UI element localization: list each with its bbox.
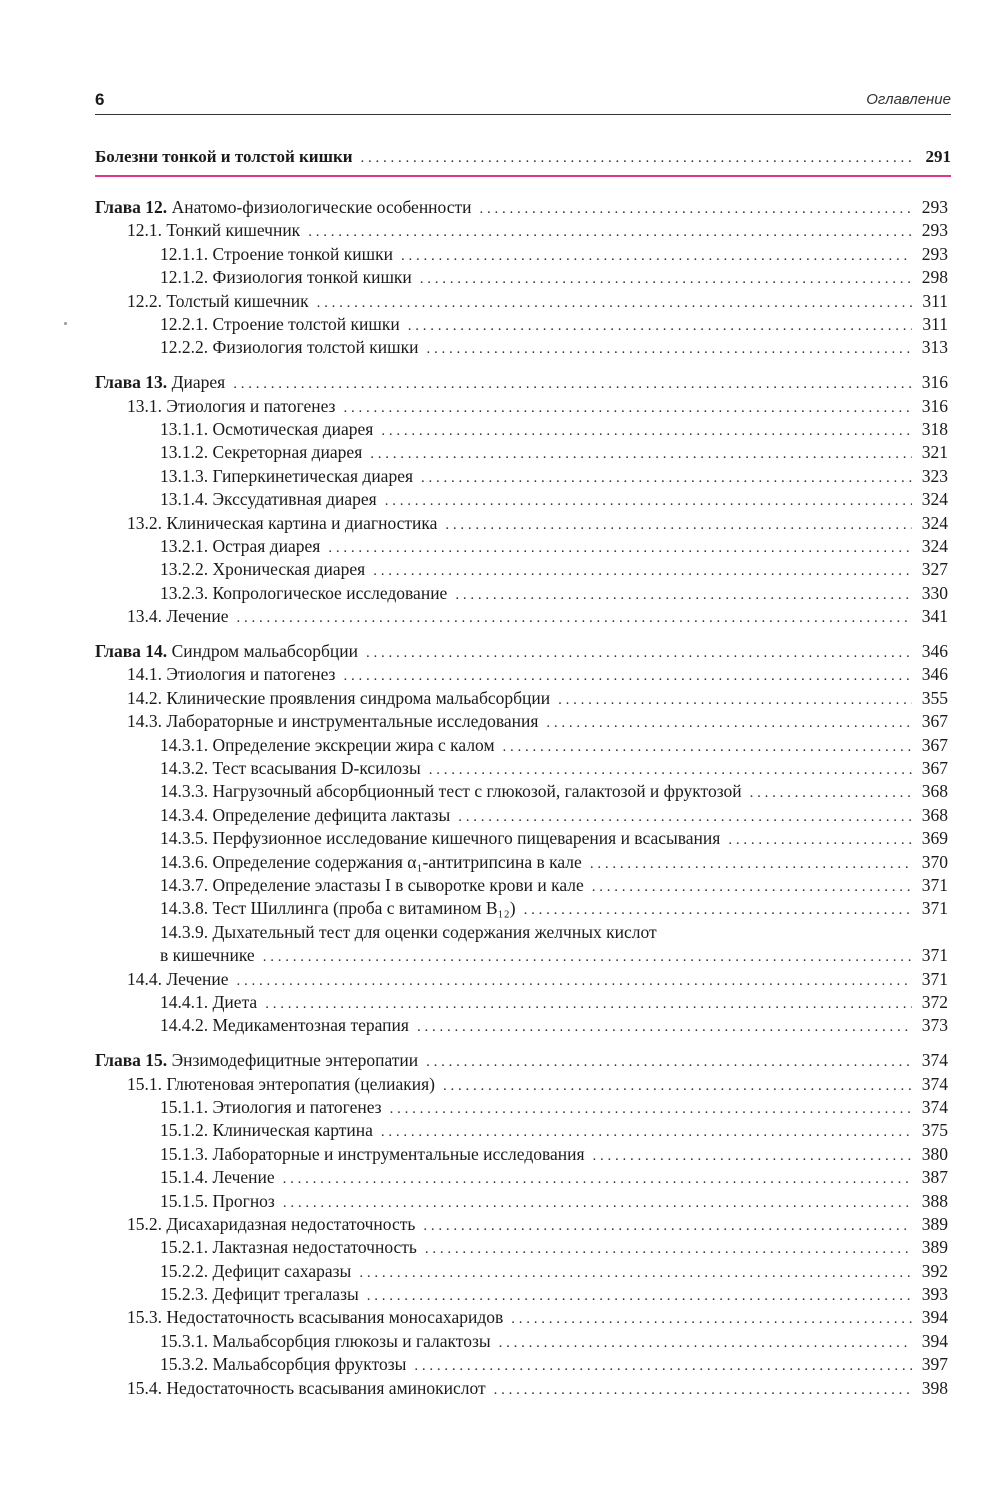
dot-leader bbox=[263, 946, 912, 969]
toc-section-entry[interactable] bbox=[95, 605, 948, 628]
entry-page: 371 bbox=[921, 898, 948, 919]
toc-section-entry[interactable] bbox=[95, 687, 948, 710]
chapter-label: Глава 12. bbox=[95, 197, 168, 217]
dot-leader bbox=[385, 490, 912, 513]
entry-page: 372 bbox=[921, 991, 948, 1012]
entry-page: 368 bbox=[921, 804, 948, 825]
entry-page: 374 bbox=[921, 1096, 948, 1117]
chapter-page: 346 bbox=[921, 641, 948, 662]
table-of-contents bbox=[95, 196, 948, 1412]
dot-leader bbox=[445, 514, 912, 537]
entry-page: 311 bbox=[922, 313, 948, 334]
entry-title: 14.4. Лечение bbox=[127, 968, 229, 989]
entry-page: 370 bbox=[921, 851, 948, 872]
chapter-block bbox=[95, 371, 948, 628]
toc-subsection-entry[interactable] bbox=[95, 1014, 948, 1037]
entry-title: 15.3.1. Мальабсорбция глюкозы и галактозы bbox=[160, 1330, 491, 1351]
chapter-name: Диарея bbox=[167, 372, 226, 393]
entry-page: 298 bbox=[921, 267, 948, 288]
entry-page: 371 bbox=[921, 945, 948, 966]
page-number: 6 bbox=[95, 90, 105, 109]
dot-leader bbox=[366, 642, 912, 665]
entry-page: 374 bbox=[921, 1073, 948, 1094]
entry-title: 13.1. Этиология и патогенез bbox=[127, 395, 336, 416]
dot-leader bbox=[429, 759, 912, 782]
entry-page: 392 bbox=[921, 1260, 948, 1281]
toc-subsection-entry[interactable] bbox=[95, 313, 948, 336]
toc-subsection-entry[interactable] bbox=[95, 336, 948, 359]
entry-page: 346 bbox=[921, 664, 948, 685]
toc-subsection-entry[interactable] bbox=[95, 757, 948, 780]
entry-title: 15.2. Дисахаридазная недостаточность bbox=[127, 1213, 416, 1234]
entry-title: 15.3.2. Мальабсорбция фруктозы bbox=[160, 1354, 407, 1375]
dot-leader bbox=[592, 876, 912, 899]
entry-title: 14.3.5. Перфузионное исследование кишечного пищеварения и всасывания bbox=[160, 828, 721, 849]
entry-page: 389 bbox=[921, 1213, 948, 1234]
entry-title: 14.3.7. Определение эластазы I в сыворотке крови и кале bbox=[160, 874, 584, 895]
entry-title: 12.1.1. Строение тонкой кишки bbox=[160, 243, 394, 264]
dot-leader bbox=[494, 1379, 912, 1402]
entry-page: 293 bbox=[921, 243, 948, 264]
dot-leader bbox=[728, 829, 912, 852]
entry-title: 15.1.4. Лечение bbox=[160, 1167, 275, 1188]
toc-subsection-entry[interactable] bbox=[95, 558, 948, 581]
dot-leader bbox=[558, 689, 912, 712]
dot-leader bbox=[390, 1098, 912, 1121]
toc-subsection-entry[interactable] bbox=[95, 1143, 948, 1166]
toc-subsection-entry[interactable] bbox=[95, 243, 948, 266]
entry-page: 393 bbox=[921, 1284, 948, 1305]
chapter-block bbox=[95, 640, 948, 1038]
entry-page: 388 bbox=[921, 1190, 948, 1211]
toc-subsection-entry[interactable] bbox=[95, 266, 948, 289]
chapter-page: 316 bbox=[921, 372, 948, 393]
toc-subsection-entry[interactable] bbox=[95, 418, 948, 441]
entry-title: 12.2. Толстый кишечник bbox=[127, 290, 309, 311]
entry-page: 394 bbox=[921, 1330, 948, 1351]
entry-title: 14.3.9. Дыхательный тест для оценки содержания желчных кислот bbox=[160, 921, 657, 942]
entry-title: 15.2.3. Дефицит трегалазы bbox=[160, 1284, 359, 1305]
toc-section-entry[interactable] bbox=[95, 710, 948, 733]
entry-title: в кишечнике bbox=[160, 945, 255, 966]
entry-title: 12.2.1. Строение толстой кишки bbox=[160, 313, 400, 334]
toc-section-entry[interactable] bbox=[95, 1073, 948, 1096]
entry-page: 324 bbox=[921, 535, 948, 556]
dot-leader bbox=[370, 443, 912, 466]
entry-page: 321 bbox=[921, 442, 948, 463]
entry-page: 397 bbox=[921, 1354, 948, 1375]
dot-leader bbox=[750, 782, 912, 805]
toc-section-entry[interactable] bbox=[95, 219, 948, 242]
dot-leader bbox=[367, 1285, 912, 1308]
entry-page: 316 bbox=[921, 395, 948, 416]
entry-title: 15.1. Глютеновая энтеропатия (целиакия) bbox=[127, 1073, 435, 1094]
chapter-entry[interactable] bbox=[95, 371, 948, 394]
toc-section-entry[interactable] bbox=[95, 663, 948, 686]
entry-page: 324 bbox=[921, 489, 948, 510]
entry-page: 368 bbox=[921, 781, 948, 802]
entry-title: 15.1.2. Клиническая картина bbox=[160, 1120, 373, 1141]
entry-title: 15.1.1. Этиология и патогенез bbox=[160, 1096, 382, 1117]
entry-title: 15.1.3. Лабораторные и инструментальные исследования bbox=[160, 1143, 585, 1164]
margin-speck bbox=[64, 322, 67, 325]
dot-leader bbox=[283, 1192, 912, 1215]
entry-title: 12.1. Тонкий кишечник bbox=[127, 220, 301, 241]
entry-page: 373 bbox=[921, 1015, 948, 1036]
entry-title: 15.2.1. Лактазная недостаточность bbox=[160, 1237, 417, 1258]
entry-title: 13.2. Клиническая картина и диагностика bbox=[127, 512, 438, 533]
dot-leader bbox=[373, 560, 912, 583]
entry-page: 355 bbox=[921, 687, 948, 708]
dot-leader bbox=[401, 245, 912, 268]
dot-leader bbox=[426, 1051, 912, 1074]
entry-title: 14.3.4. Определение дефицита лактазы bbox=[160, 804, 451, 825]
toc-subsection-entry[interactable] bbox=[95, 1236, 948, 1259]
dot-leader bbox=[524, 899, 912, 922]
dot-leader bbox=[420, 268, 912, 291]
entry-title: 13.2.2. Хроническая диарея bbox=[160, 559, 366, 580]
dot-leader bbox=[343, 665, 912, 688]
entry-title: 14.3.6. Определение содержания α₁-антитрипсина в кале bbox=[160, 851, 582, 872]
dot-leader bbox=[328, 537, 912, 560]
chapter-entry[interactable] bbox=[95, 196, 948, 219]
dot-leader bbox=[414, 1355, 912, 1378]
entry-title: 13.1.3. Гиперкинетическая диарея bbox=[160, 465, 414, 486]
toc-subsection-entry[interactable] bbox=[95, 804, 948, 827]
toc-subsection-entry[interactable] bbox=[95, 827, 948, 850]
chapter-title bbox=[95, 371, 225, 394]
entry-title: 14.2. Клинические проявления синдрома мальабсорбции bbox=[127, 687, 551, 708]
entry-page: 367 bbox=[921, 757, 948, 778]
entry-page: 311 bbox=[922, 290, 948, 311]
entry-title: 14.3.2. Тест всасывания D-ксилозы bbox=[160, 757, 421, 778]
toc-section-entry[interactable] bbox=[95, 968, 948, 991]
chapter-label: Глава 15. bbox=[95, 1050, 168, 1071]
chapter-title bbox=[95, 640, 358, 663]
dot-leader bbox=[421, 467, 912, 490]
dot-leader bbox=[343, 397, 912, 420]
entry-title: 14.3.8. Тест Шиллинга (проба с витамином B₁₂) bbox=[160, 898, 516, 919]
dot-leader bbox=[499, 1332, 912, 1355]
section-title: Болезни тонкой и толстой кишки bbox=[95, 147, 353, 166]
chapter-block bbox=[95, 196, 948, 360]
dot-leader bbox=[361, 147, 915, 170]
section-heading bbox=[95, 145, 951, 177]
toc-section-entry[interactable] bbox=[95, 395, 948, 418]
toc-subsection-entry[interactable] bbox=[95, 441, 948, 464]
page-header bbox=[95, 88, 951, 115]
entry-page: 389 bbox=[921, 1237, 948, 1258]
dot-leader bbox=[308, 221, 912, 244]
dot-leader bbox=[503, 736, 912, 759]
dot-leader bbox=[283, 1168, 912, 1191]
toc-subsection-entry[interactable] bbox=[95, 944, 948, 967]
chapter-name: Синдром мальабсорбции bbox=[167, 641, 359, 662]
running-title: Оглавление bbox=[866, 91, 951, 108]
toc-subsection-entry[interactable] bbox=[95, 488, 948, 511]
entry-page: 330 bbox=[921, 582, 948, 603]
dot-leader bbox=[425, 1238, 912, 1261]
entry-page: 375 bbox=[921, 1120, 948, 1141]
chapter-page: 293 bbox=[921, 197, 948, 217]
entry-title: 15.3. Недостаточность всасывания моносахаридов bbox=[127, 1307, 504, 1328]
entry-page: 367 bbox=[921, 711, 948, 732]
dot-leader bbox=[480, 198, 912, 221]
chapter-page: 374 bbox=[921, 1050, 948, 1071]
toc-section-entry[interactable] bbox=[95, 512, 948, 535]
entry-title: 14.3. Лабораторные и инструментальные исследования bbox=[127, 711, 539, 732]
entry-page: 327 bbox=[921, 559, 948, 580]
dot-leader bbox=[455, 584, 912, 607]
dot-leader bbox=[427, 338, 913, 361]
dot-leader bbox=[423, 1215, 912, 1238]
entry-page: 318 bbox=[921, 419, 948, 440]
dot-leader bbox=[233, 373, 912, 396]
entry-title: 13.2.1. Острая диарея bbox=[160, 535, 321, 556]
entry-title: 13.2.3. Копрологическое исследование bbox=[160, 582, 448, 603]
dot-leader bbox=[317, 292, 912, 315]
section-page: 291 bbox=[925, 147, 951, 166]
toc-subsection-entry[interactable] bbox=[95, 780, 948, 803]
entry-title: 14.4.1. Диета bbox=[160, 991, 258, 1012]
toc-subsection-entry[interactable] bbox=[95, 1283, 948, 1306]
toc-subsection-entry[interactable] bbox=[95, 1190, 948, 1213]
entry-title: 14.4.2. Медикаментозная терапия bbox=[160, 1015, 409, 1036]
entry-page: 367 bbox=[921, 734, 948, 755]
dot-leader bbox=[237, 970, 912, 993]
entry-title: 14.3.1. Определение экскреции жира с калом bbox=[160, 734, 495, 755]
entry-page: 313 bbox=[921, 337, 948, 358]
toc-subsection-entry[interactable] bbox=[95, 851, 948, 874]
toc-subsection-entry[interactable] bbox=[95, 897, 948, 920]
toc-subsection-entry[interactable] bbox=[95, 1353, 948, 1376]
entry-title: 13.4. Лечение bbox=[127, 606, 229, 627]
chapter-title bbox=[95, 1049, 418, 1072]
dot-leader bbox=[590, 853, 912, 876]
dot-leader bbox=[265, 993, 912, 1016]
entry-title: 13.1.2. Секреторная диарея bbox=[160, 442, 363, 463]
toc-subsection-entry[interactable] bbox=[95, 874, 948, 897]
entry-title: 15.2.2. Дефицит сахаразы bbox=[160, 1260, 352, 1281]
dot-leader bbox=[359, 1262, 912, 1285]
toc-section-entry[interactable] bbox=[95, 1377, 948, 1400]
entry-page: 371 bbox=[921, 874, 948, 895]
toc-subsection-entry[interactable] bbox=[95, 1166, 948, 1189]
toc-subsection-entry[interactable] bbox=[95, 1096, 948, 1119]
toc-subsection-entry[interactable] bbox=[95, 734, 948, 757]
chapter-name: Энзимодефицитные энтеропатии bbox=[167, 1050, 419, 1071]
toc-subsection-entry[interactable] bbox=[95, 465, 948, 488]
entry-page: 394 bbox=[921, 1307, 948, 1328]
entry-page: 398 bbox=[921, 1377, 948, 1398]
entry-page: 369 bbox=[921, 828, 948, 849]
entry-page: 371 bbox=[921, 968, 948, 989]
entry-title: 15.4. Недостаточность всасывания аминокислот bbox=[127, 1377, 486, 1398]
entry-title: 13.1.1. Осмотическая диарея bbox=[160, 419, 374, 440]
toc-subsection-entry[interactable] bbox=[95, 582, 948, 605]
toc-section-entry[interactable] bbox=[95, 1213, 948, 1236]
entry-title: 14.1. Этиология и патогенез bbox=[127, 664, 336, 685]
toc-subsection-entry[interactable] bbox=[95, 1260, 948, 1283]
dot-leader bbox=[381, 420, 912, 443]
chapter-entry[interactable] bbox=[95, 640, 948, 663]
entry-page: 380 bbox=[921, 1143, 948, 1164]
dot-leader bbox=[546, 712, 912, 735]
entry-title: 13.1.4. Экссудативная диарея bbox=[160, 489, 377, 510]
chapter-name: Анатомо-физиологические особенности bbox=[167, 197, 472, 217]
chapter-title bbox=[95, 196, 472, 219]
dot-leader bbox=[417, 1016, 912, 1039]
entry-title: 12.1.2. Физиология тонкой кишки bbox=[160, 267, 412, 288]
dot-leader bbox=[237, 607, 912, 630]
chapter-block bbox=[95, 1049, 948, 1400]
chapter-label: Глава 13. bbox=[95, 372, 168, 393]
chapter-entry[interactable] bbox=[95, 1049, 948, 1072]
toc-subsection-entry[interactable] bbox=[95, 1330, 948, 1353]
dot-leader bbox=[381, 1121, 912, 1144]
entry-page: 341 bbox=[921, 606, 948, 627]
entry-page: 323 bbox=[921, 465, 948, 486]
entry-page: 387 bbox=[921, 1167, 948, 1188]
entry-page: 293 bbox=[921, 220, 948, 241]
dot-leader bbox=[408, 315, 912, 338]
dot-leader bbox=[458, 806, 912, 829]
toc-section-entry[interactable] bbox=[95, 1306, 948, 1329]
dot-leader bbox=[593, 1145, 912, 1168]
toc-subsection-entry[interactable] bbox=[95, 535, 948, 558]
toc-subsection-entry[interactable] bbox=[95, 1119, 948, 1142]
entry-title: 12.2.2. Физиология толстой кишки bbox=[160, 337, 419, 358]
toc-section-entry[interactable] bbox=[95, 290, 948, 313]
toc-subsection-entry[interactable] bbox=[95, 991, 948, 1014]
dot-leader bbox=[443, 1075, 912, 1098]
entry-title: 15.1.5. Прогноз bbox=[160, 1190, 275, 1211]
chapter-label: Глава 14. bbox=[95, 641, 168, 662]
toc-subsection-entry[interactable] bbox=[95, 921, 948, 944]
entry-page: 324 bbox=[921, 512, 948, 533]
dot-leader bbox=[511, 1308, 912, 1331]
entry-title: 14.3.3. Нагрузочный абсорбционный тест с глюкозой, галактозой и фруктозой bbox=[160, 781, 742, 802]
